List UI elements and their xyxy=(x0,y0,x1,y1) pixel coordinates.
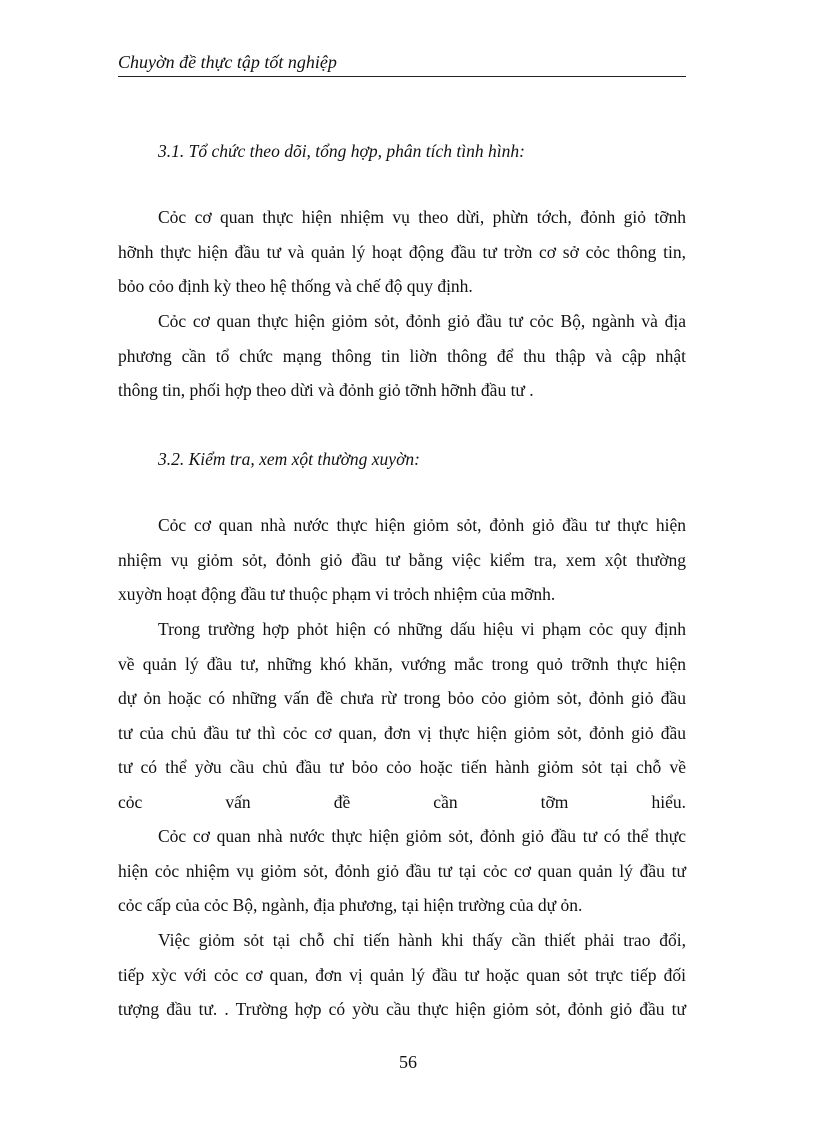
text-line: tiếp xỳc với cỏc cơ quan, đơn vị quản lý đầu tư hoặc quan sỏt trực tiếp đối xyxy=(118,964,686,985)
text-line: Trong trường hợp phỏt hiện có những dấu hiệu vi phạm cỏc quy định xyxy=(158,619,686,639)
text-line: xuyờn hoạt động đầu tư thuộc phạm vi trỏch nhiệm của mỡnh. xyxy=(118,584,556,604)
text-line: Việc giỏm sỏt tại chỗ chỉ tiến hành khi thấy cần thiết phải trao đổi, xyxy=(158,930,686,950)
paragraph xyxy=(118,612,686,819)
text-line: thông tin, phối hợp theo dừi và đỏnh giỏ tỡnh hỡnh đầu tư . xyxy=(118,380,534,400)
word: cần xyxy=(433,791,458,812)
running-header xyxy=(118,50,686,77)
text-line: phương cần tổ chức mạng thông tin liờn thông để thu thập và cập nhật xyxy=(118,345,686,366)
text-line: nhiệm vụ giỏm sỏt, đỏnh giỏ đầu tư bằng việc kiểm tra, xem xột thường xyxy=(118,549,686,570)
paragraph xyxy=(118,200,686,304)
text-line: tượng đầu tư. . Trường hợp có yờu cầu thực hiện giỏm sỏt, đỏnh giỏ đầu tư xyxy=(118,999,686,1019)
text-line: bỏo cỏo định kỳ theo hệ thống và chế độ quy định. xyxy=(118,276,473,296)
text-line: cỏc cấp của cỏc Bộ, ngành, địa phương, tại hiện trường của dự ỏn. xyxy=(118,895,583,915)
text-line: về quản lý đầu tư, những khó khăn, vướng mắc trong quỏ trỡnh thực hiện xyxy=(118,653,686,674)
word: đề xyxy=(333,791,351,812)
text-line-spread xyxy=(118,785,686,820)
paragraph xyxy=(118,923,686,1027)
word: hiểu. xyxy=(651,791,686,812)
text-line: hỡnh thực hiện đầu tư và quản lý hoạt động đầu tư trờn cơ sở cỏc thông tin, xyxy=(118,241,686,262)
text-line: dự ỏn hoặc có những vấn đề chưa rừ trong bỏo cỏo giỏm sỏt, đỏnh giỏ đầu xyxy=(118,688,686,708)
word: tỡm xyxy=(540,791,569,812)
paragraph xyxy=(118,508,686,612)
text-line: tư có thể yờu cầu chủ đầu tư bỏo cỏo hoặc tiến hành giỏm sỏt tại chỗ về xyxy=(118,757,686,777)
word: vấn xyxy=(225,791,251,812)
section-heading-3-2: 3.2. Kiểm tra, xem xột thường xuyờn: xyxy=(158,449,420,469)
paragraph xyxy=(118,304,686,408)
text-line: hiện cỏc nhiệm vụ giỏm sỏt, đỏnh giỏ đầu tư tại cỏc cơ quan quản lý đầu tư xyxy=(118,860,686,881)
text-line: tư của chủ đầu tư thì cỏc cơ quan, đơn vị thực hiện giỏm sỏt, đỏnh giỏ đầu xyxy=(118,722,686,743)
paragraph xyxy=(118,819,686,923)
word: cỏc xyxy=(118,791,143,812)
section-heading-3-1: 3.1. Tổ chức theo dõi, tổng hợp, phân tích tình hình: xyxy=(158,141,525,161)
page-number: 56 xyxy=(399,1052,417,1072)
text-line: Cỏc cơ quan thực hiện nhiệm vụ theo dừi, phừn tớch, đỏnh giỏ tỡnh xyxy=(158,207,686,227)
header-title: Chuyờn đề thực tập tốt nghiệp xyxy=(118,52,337,72)
text-line: Cỏc cơ quan nhà nước thực hiện giỏm sỏt, đỏnh giỏ đầu tư có thể thực xyxy=(158,826,686,846)
text-line: Cỏc cơ quan nhà nước thực hiện giỏm sỏt, đỏnh giỏ đầu tư thực hiện xyxy=(158,515,686,535)
text-line: Cỏc cơ quan thực hiện giỏm sỏt, đỏnh giỏ đầu tư cỏc Bộ, ngành và địa xyxy=(158,311,686,331)
